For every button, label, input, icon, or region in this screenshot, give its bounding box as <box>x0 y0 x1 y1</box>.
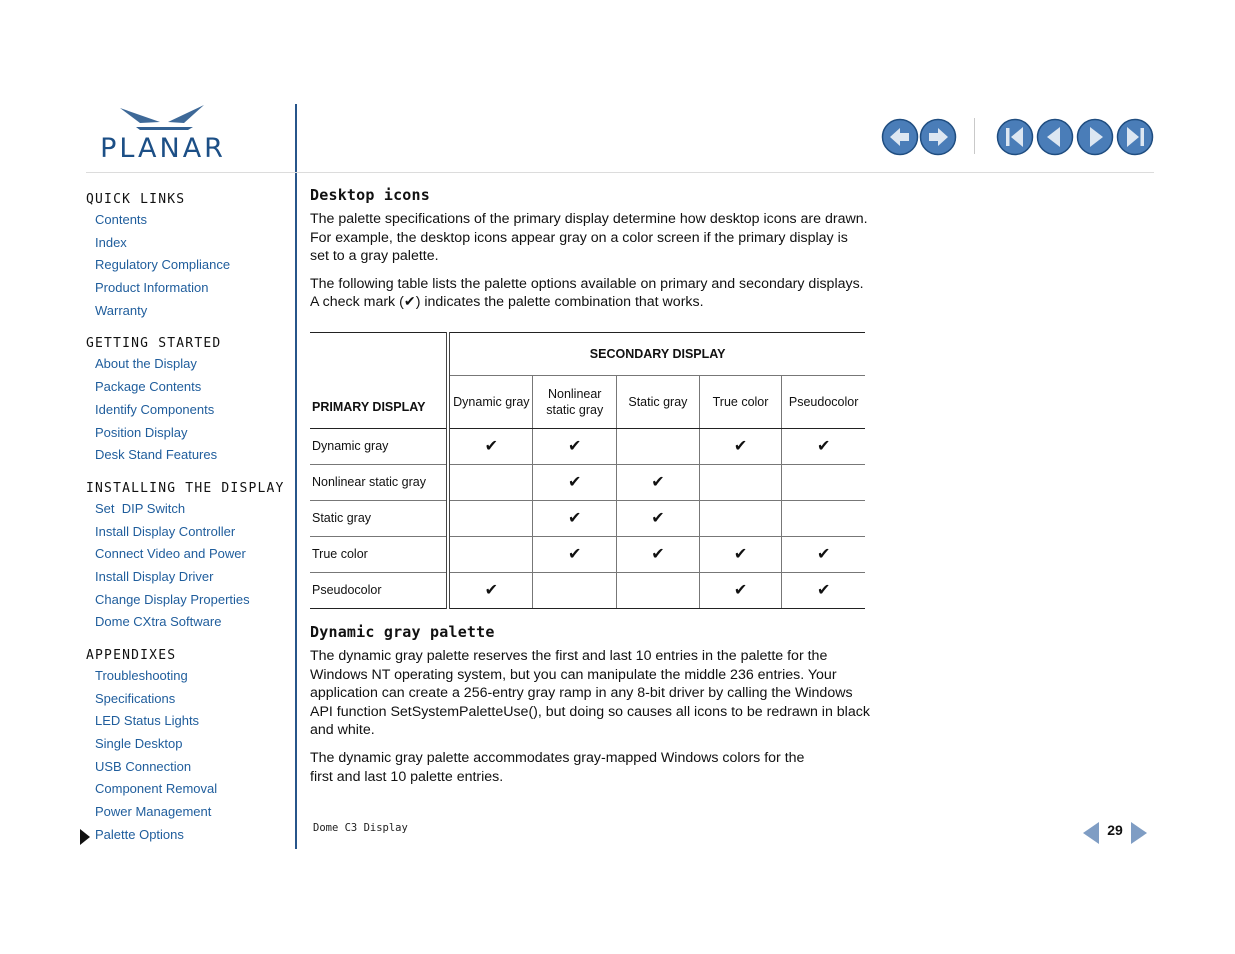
table-row <box>310 500 865 536</box>
nav-link-desk-stand-features[interactable]: Desk Stand Features <box>95 447 218 463</box>
table-cell <box>533 572 617 608</box>
row-header: Pseudocolor <box>310 572 448 608</box>
nav-link-dip-switch[interactable]: Set DIP Switch <box>95 500 186 516</box>
quick-links-section <box>86 190 291 322</box>
column-header: Dynamic gray <box>448 375 533 428</box>
next-page-button[interactable] <box>1076 118 1113 155</box>
column-header <box>533 375 617 428</box>
table-cell: ✔ <box>699 536 782 572</box>
nav-link-identify-components[interactable]: Identify Components <box>95 401 215 417</box>
nav-link-connect-video-power[interactable]: Connect Video and Power <box>95 546 246 562</box>
table-cell: ✔ <box>699 572 782 608</box>
table-cell <box>448 536 533 572</box>
dynamic-gray-paragraph-2: The dynamic gray palette accommodates gray-mapped Windows colors for the first and last 10 palette entries. <box>310 749 805 785</box>
previous-page-icon <box>1036 118 1074 156</box>
desktop-icons-paragraph-1: The palette specifications of the primary display determine how desktop icons are drawn. For example, the desktop icons appear gray on a color screen if the primary display is set to a gray palette. <box>310 211 868 265</box>
back-icon <box>881 118 919 156</box>
last-page-button[interactable] <box>1116 118 1153 155</box>
dynamic-gray-paragraph-1: The dynamic gray palette reserves the first and last 10 entries in the palette for the Windows NT operating system, but you can manipulate the middle 236 entries. Your application can create a 256-entry gray ramp in any 8-bit driver by calling the Windows API function SetSystemPaletteUse(), but doing so causes all icons to be redrawn in black and white. <box>310 647 870 739</box>
last-page-icon <box>1116 118 1154 156</box>
table-cell: ✔ <box>448 428 533 464</box>
table-cell <box>448 464 533 500</box>
row-header: Nonlinear static gray <box>310 464 448 500</box>
nav-link-dome-cxtra[interactable]: Dome CXtra Software <box>95 614 222 630</box>
vertical-divider <box>295 104 297 849</box>
nav-link-palette-options[interactable] <box>95 824 291 847</box>
table-cell: ✔ <box>533 536 617 572</box>
secondary-display-header: SECONDARY DISPLAY <box>448 332 865 375</box>
current-page-marker-icon <box>80 829 90 845</box>
table-cell: ✔ <box>782 428 865 464</box>
quick-links-heading: QUICK LINKS <box>86 192 186 207</box>
nav-link-install-driver[interactable]: Install Display Driver <box>95 568 214 584</box>
table-cell: ✔ <box>533 464 617 500</box>
nav-link-contents[interactable]: Contents <box>95 212 148 227</box>
nav-link-index[interactable]: Index <box>95 234 127 250</box>
getting-started-heading: GETTING STARTED <box>86 336 222 352</box>
column-header: True color <box>699 375 782 428</box>
next-page-arrow-icon[interactable] <box>1131 822 1147 844</box>
nav-link-power-management[interactable]: Power Management <box>95 804 212 820</box>
table-cell: ✔ <box>617 464 700 500</box>
table-cell <box>617 572 700 608</box>
first-page-icon <box>996 118 1034 156</box>
table-cell: ✔ <box>617 500 700 536</box>
nav-link-usb-connection[interactable]: USB Connection <box>95 758 192 774</box>
column-header-text: Nonlinear static gray <box>546 386 604 417</box>
nav-link-troubleshooting[interactable]: Troubleshooting <box>95 668 188 683</box>
nav-link-palette-options-label: Palette Options <box>95 826 184 842</box>
table-row <box>310 428 865 464</box>
row-header: Dynamic gray <box>310 428 448 464</box>
header-divider <box>86 172 1154 173</box>
nav-link-package-contents[interactable]: Package Contents <box>95 379 202 395</box>
row-header: Static gray <box>310 500 448 536</box>
nav-link-product-information[interactable]: Product Information <box>95 280 209 296</box>
primary-display-header: PRIMARY DISPLAY <box>310 332 448 428</box>
installing-section <box>86 479 291 634</box>
table-cell: ✔ <box>782 536 865 572</box>
nav-link-change-properties[interactable]: Change Display Properties <box>95 591 250 607</box>
table-cell: ✔ <box>533 500 617 536</box>
nav-link-position-display[interactable]: Position Display <box>95 424 188 440</box>
nav-link-single-desktop[interactable]: Single Desktop <box>95 736 183 752</box>
column-header: Pseudocolor <box>782 375 865 428</box>
forward-button[interactable] <box>919 118 956 155</box>
previous-page-button[interactable] <box>1036 118 1073 155</box>
sidebar <box>86 190 291 859</box>
installing-heading: INSTALLING THE DISPLAY <box>86 480 285 496</box>
table-cell <box>448 500 533 536</box>
nav-separator <box>974 118 975 154</box>
first-page-button[interactable] <box>996 118 1033 155</box>
page-number: 29 <box>1107 822 1123 838</box>
nav-link-component-removal[interactable]: Component Removal <box>95 781 218 797</box>
nav-link-install-controller[interactable]: Install Display Controller <box>95 523 236 539</box>
back-button[interactable] <box>881 118 918 155</box>
appendixes-section <box>86 646 291 847</box>
table-row <box>310 464 865 500</box>
table-cell <box>782 500 865 536</box>
table-cell <box>699 500 782 536</box>
nav-link-regulatory-compliance[interactable]: Regulatory Compliance <box>95 257 231 273</box>
logo-text: PLANAR <box>100 133 226 162</box>
table-cell <box>782 464 865 500</box>
main-content <box>310 186 870 795</box>
table-cell <box>617 428 700 464</box>
document-title: Dome C3 Display <box>313 822 408 834</box>
desktop-icons-heading: Desktop icons <box>310 186 430 204</box>
dynamic-gray-heading: Dynamic gray palette <box>310 622 495 641</box>
table-row <box>310 536 865 572</box>
desktop-icons-paragraph-2: The following table lists the palette options available on primary and secondary displays. A check mark (✔) indicates the palette combination that works. <box>310 275 864 311</box>
table-cell: ✔ <box>617 536 700 572</box>
table-cell: ✔ <box>782 572 865 608</box>
nav-link-warranty[interactable]: Warranty <box>95 302 148 318</box>
appendixes-heading: APPENDIXES <box>86 648 177 663</box>
forward-icon <box>919 118 957 156</box>
table-cell: ✔ <box>448 572 533 608</box>
getting-started-section <box>86 334 291 466</box>
table-row <box>310 572 865 608</box>
nav-link-about-display[interactable]: About the Display <box>95 356 197 372</box>
nav-link-led-status[interactable]: LED Status Lights <box>95 713 200 729</box>
table-cell <box>699 464 782 500</box>
previous-page-arrow-icon[interactable] <box>1083 822 1099 844</box>
nav-link-specifications[interactable]: Specifications <box>95 690 176 706</box>
column-header: Static gray <box>617 375 700 428</box>
table-cell: ✔ <box>533 428 617 464</box>
table-cell: ✔ <box>699 428 782 464</box>
row-header: True color <box>310 536 448 572</box>
palette-table <box>310 332 865 609</box>
next-page-icon <box>1076 118 1114 156</box>
planar-logo <box>88 100 238 162</box>
